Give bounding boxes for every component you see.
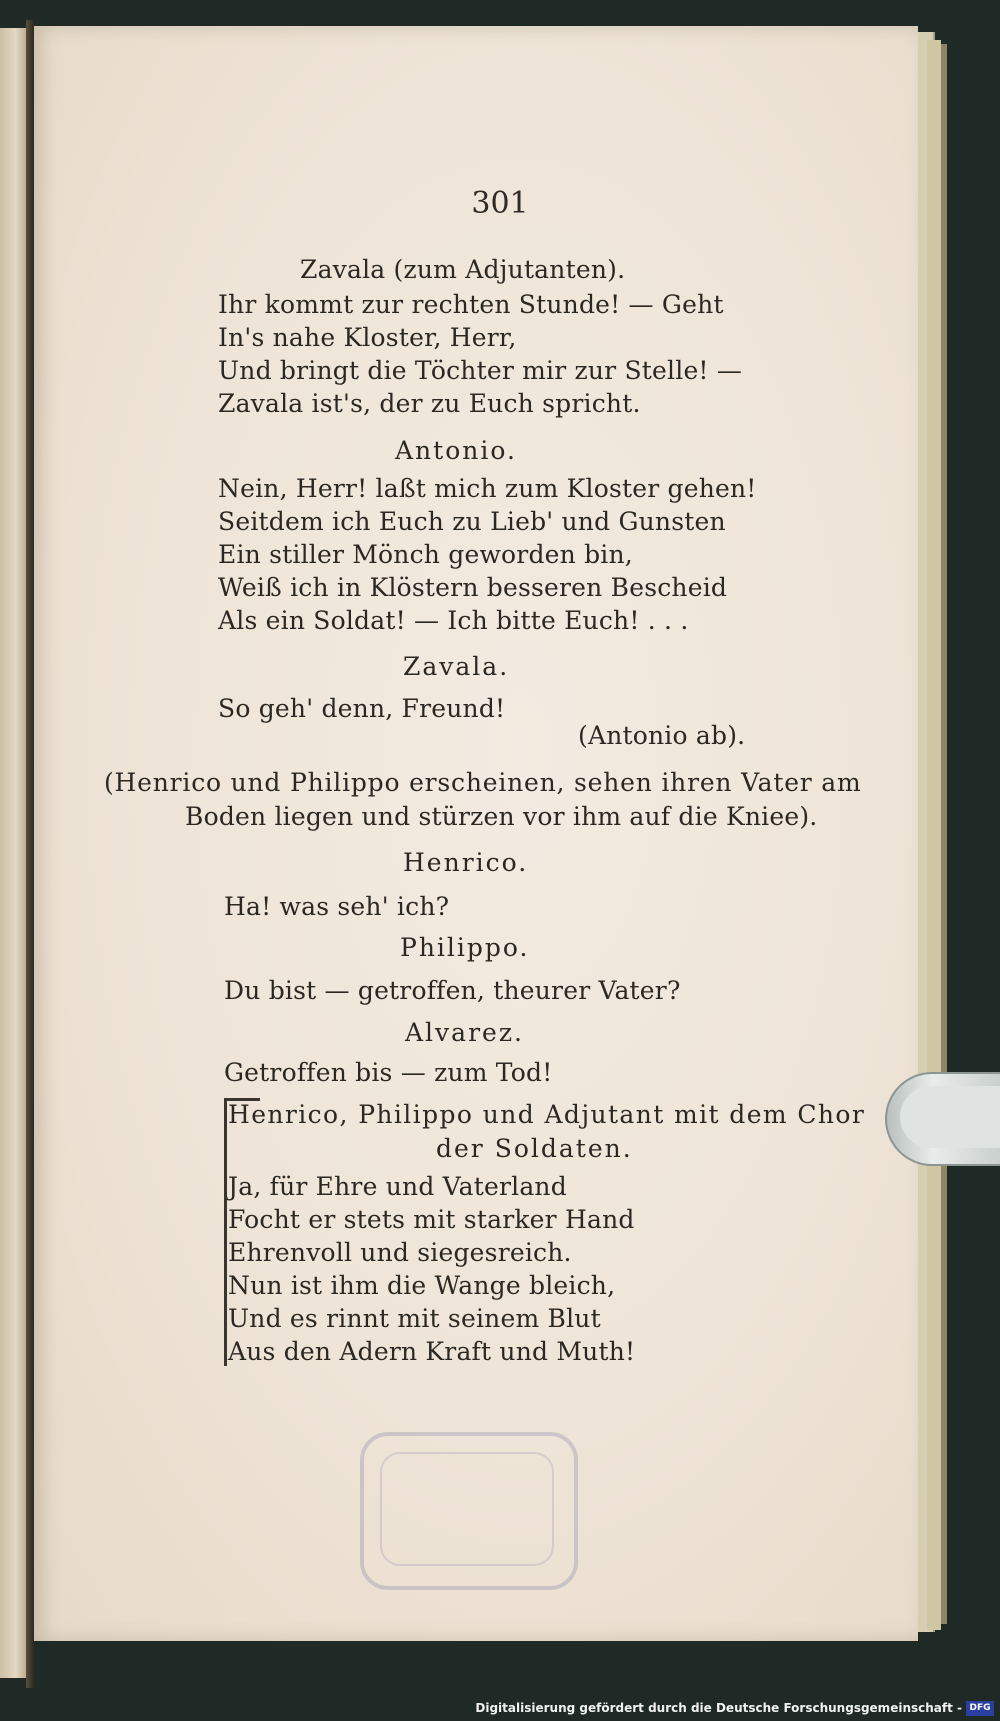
speaker-name: Antonio. bbox=[395, 436, 517, 465]
stage-direction: Zavala (zum Adjutanten). bbox=[300, 255, 626, 284]
stage-direction: (Antonio ab). bbox=[578, 721, 746, 750]
funding-credit: Digitalisierung gefördert durch die Deutsche Forschungsgemeinschaft - bbox=[475, 1701, 962, 1715]
verse-line: Und es rinnt mit seinem Blut bbox=[228, 1304, 601, 1333]
verse-line: Nein, Herr! laßt mich zum Kloster gehen! bbox=[218, 474, 757, 503]
verse-line: Seitdem ich Euch zu Lieb' und Gunsten bbox=[218, 507, 726, 536]
verse-line: Ein stiller Mönch geworden bin, bbox=[218, 540, 633, 569]
page-stack-edge bbox=[941, 44, 947, 1624]
verse-line: Als ein Soldat! — Ich bitte Euch! . . . bbox=[218, 606, 689, 635]
speaker-name: Henrico. bbox=[403, 848, 529, 877]
verse-line: So geh' denn, Freund! bbox=[218, 694, 506, 723]
verse-line: Zavala ist's, der zu Euch spricht. bbox=[218, 389, 641, 418]
speaker-name: Alvarez. bbox=[405, 1018, 524, 1047]
speaker-name: der Soldaten. bbox=[436, 1134, 633, 1163]
facing-page-edge bbox=[0, 28, 26, 1678]
speaker-name: Zavala. bbox=[403, 652, 510, 681]
verse-line: Focht er stets mit starker Hand bbox=[228, 1205, 635, 1234]
verse-line: Und bringt die Töchter mir zur Stelle! — bbox=[218, 356, 743, 385]
verse-line: Weiß ich in Klöstern besseren Bescheid bbox=[218, 573, 728, 602]
verse-line: Getroffen bis — zum Tod! bbox=[224, 1058, 553, 1087]
dfg-logo: DFG bbox=[966, 1701, 994, 1716]
chorus-bracket bbox=[224, 1098, 227, 1366]
verse-line: Ja, für Ehre und Vaterland bbox=[228, 1172, 567, 1201]
verse-line: In's nahe Kloster, Herr, bbox=[218, 323, 517, 352]
verse-line: Aus den Adern Kraft und Muth! bbox=[228, 1337, 636, 1366]
bookmark-clip-inner bbox=[900, 1086, 1000, 1148]
verse-line: Ha! was seh' ich? bbox=[224, 892, 450, 921]
library-stamp-inner bbox=[380, 1452, 554, 1566]
book-gutter bbox=[26, 20, 34, 1688]
verse-line: Du bist — getroffen, theurer Vater? bbox=[224, 976, 681, 1005]
stage-direction: (Henrico und Philippo erscheinen, sehen ihren Vater am bbox=[104, 768, 862, 797]
speaker-name: Henrico, Philippo und Adjutant mit dem Chor bbox=[228, 1100, 866, 1129]
verse-line: Nun ist ihm die Wange bleich, bbox=[228, 1271, 616, 1300]
verse-line: Ehrenvoll und siegesreich. bbox=[228, 1238, 572, 1267]
page-number: 301 bbox=[471, 186, 529, 221]
speaker-name: Philippo. bbox=[400, 933, 530, 962]
verse-line: Ihr kommt zur rechten Stunde! — Geht bbox=[218, 290, 724, 319]
stage-direction: Boden liegen und stürzen vor ihm auf die Kniee). bbox=[185, 802, 818, 831]
page-stack-edge bbox=[927, 40, 941, 1630]
